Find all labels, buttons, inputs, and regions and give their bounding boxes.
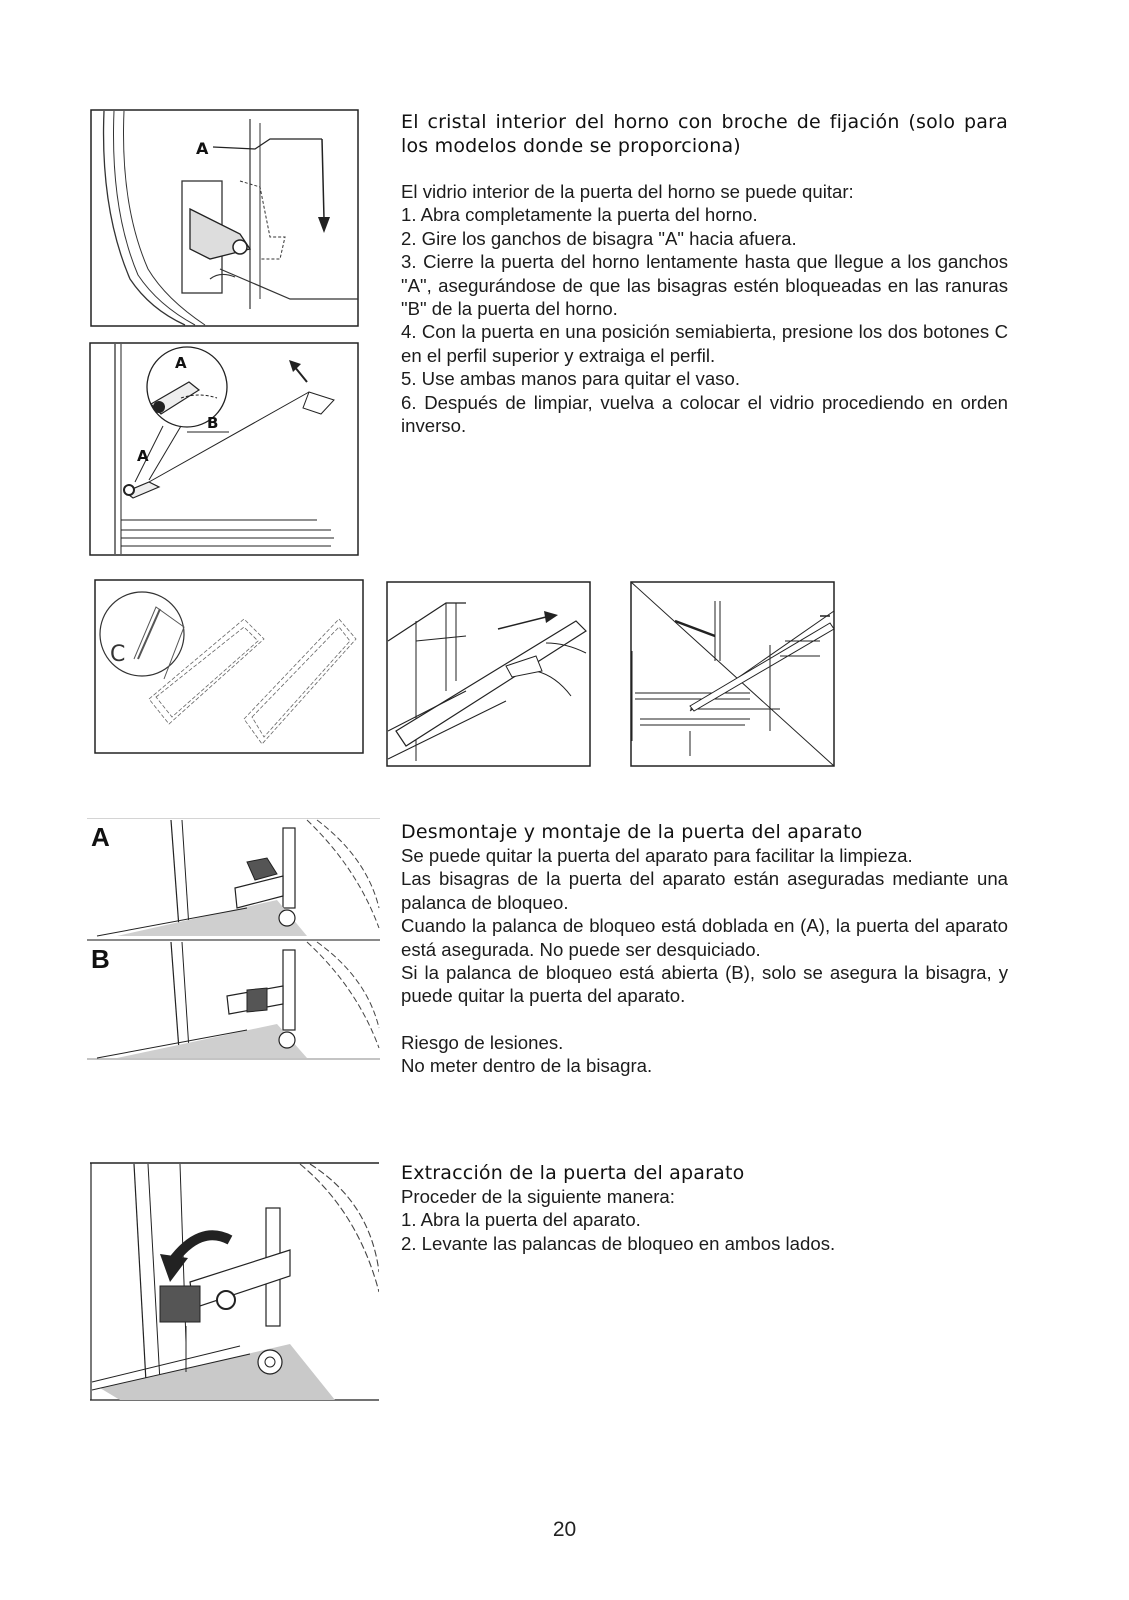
figure-lift-lever — [90, 1162, 379, 1402]
section-heading: Desmontaje y montaje de la puerta del aparato — [401, 821, 863, 843]
label-a-zoom: A — [175, 354, 187, 372]
label-a-panel: A — [91, 822, 110, 852]
step-1: 1. Abra completamente la puerta del horno. — [401, 204, 758, 226]
label-a: A — [196, 139, 209, 158]
paragraph-line-3: Cuando la palanca de bloqueo está doblada en (A), la puerta del aparato está asegurada. No puede ser desquiciado. — [401, 915, 1008, 960]
label-a-hinge: A — [137, 447, 149, 465]
step-4: 4. Con la puerta en una posición semiabierta, presione los dos botones C en el perfil superior y extraiga el perfil. — [401, 321, 1008, 366]
warning-line-1: Riesgo de lesiones. — [401, 1031, 564, 1053]
paragraph-line-3: 2. Levante las palancas de bloqueo en ambos lados. — [401, 1232, 836, 1254]
step-5: 5. Use ambas manos para quitar el vaso. — [401, 368, 740, 390]
section-intro: El vidrio interior de la puerta del horno se puede quitar: — [401, 181, 854, 202]
section-inner-glass — [401, 110, 1008, 437]
warning-line-2: No meter dentro de la bisagra. — [401, 1055, 653, 1077]
figure-locking-lever-positions — [87, 818, 380, 1060]
step-3: 3. Cierre la puerta del horno lentamente hasta que llegue a los ganchos "A", asegurándose de que las bisagras estén bloqueadas en las ranuras "B" de la puerta del horno. — [401, 251, 1008, 320]
figure-hinge-slots — [89, 342, 359, 556]
label-c: C — [110, 642, 126, 667]
figure-hinge-hooks — [90, 109, 359, 327]
figure-remove-glass — [630, 581, 835, 767]
page-number: 20 — [552, 1518, 577, 1541]
label-b: B — [207, 414, 219, 432]
paragraph-line-4: Si la palanca de bloqueo está abierta (B), solo se asegura la bisagra, y puede quitar la puerta del aparato. — [401, 962, 1008, 1007]
label-b-panel: B — [91, 944, 110, 974]
paragraph-line-2: 1. Abra la puerta del aparato. — [401, 1209, 641, 1231]
figure-glass-profile — [94, 579, 364, 754]
paragraph-line-1: Proceder de la siguiente manera: — [401, 1186, 675, 1207]
section-heading: El cristal interior del horno con broche de fijación (solo para los modelos donde se proporciona) — [401, 111, 1008, 157]
figure-remove-profile — [386, 581, 591, 767]
paragraph-line-2: Las bisagras de la puerta del aparato están aseguradas mediante una palanca de bloqueo. — [401, 868, 1008, 913]
step-6: 6. Después de limpiar, vuelva a colocar el vidrio procediendo en orden inverso. — [401, 391, 1008, 437]
step-2: 2. Gire los ganchos de bisagra "A" hacia afuera. — [401, 227, 797, 249]
paragraph-line-1: Se puede quitar la puerta del aparato para facilitar la limpieza. — [401, 845, 913, 866]
section-heading: Extracción de la puerta del aparato — [401, 1162, 745, 1184]
section-door-extraction — [401, 1161, 1008, 1255]
section-door-removal — [401, 820, 1008, 1078]
